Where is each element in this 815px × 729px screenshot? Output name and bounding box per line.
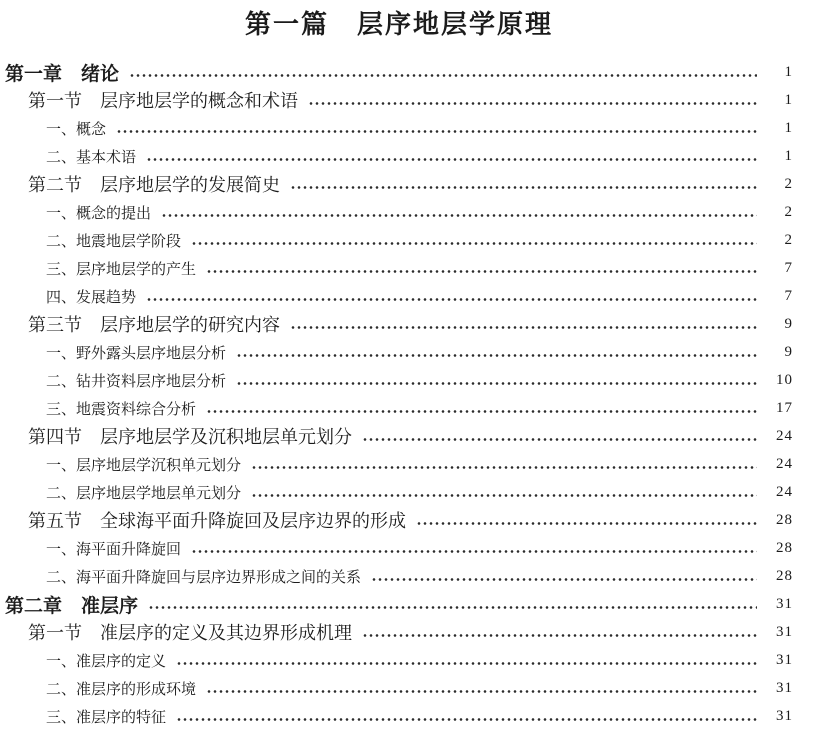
toc-entry-label: 一、概念的提出 bbox=[46, 205, 152, 222]
toc-row-item bbox=[5, 142, 793, 170]
dot-leader bbox=[362, 435, 757, 444]
page-number: 1 bbox=[784, 63, 793, 80]
toc-entry-label: 二、钻井资料层序地层分析 bbox=[46, 373, 227, 390]
toc-row-item bbox=[5, 646, 793, 674]
toc-entry-label: 二、基本术语 bbox=[46, 149, 137, 166]
page-number: 24 bbox=[776, 427, 793, 444]
toc-entry-label: 二、地震地层学阶段 bbox=[46, 233, 182, 250]
toc-row-item bbox=[5, 254, 793, 282]
page-number: 31 bbox=[776, 623, 793, 640]
toc-row-item bbox=[5, 702, 793, 729]
toc-row-item bbox=[5, 198, 793, 226]
page-number: 2 bbox=[784, 175, 793, 192]
toc-entry-label: 二、层序地层学地层单元划分 bbox=[46, 485, 242, 502]
toc-row-chapter bbox=[5, 590, 793, 618]
toc-row-section bbox=[5, 310, 793, 338]
toc-row-item bbox=[5, 674, 793, 702]
toc-row-item bbox=[5, 282, 793, 310]
toc-row-section bbox=[5, 506, 793, 534]
dot-leader bbox=[206, 407, 757, 416]
toc-row-section bbox=[5, 422, 793, 450]
page-number: 9 bbox=[784, 315, 793, 332]
toc-row-item bbox=[5, 450, 793, 478]
toc-row-item bbox=[5, 394, 793, 422]
dot-leader bbox=[416, 519, 757, 528]
dot-leader bbox=[176, 659, 757, 668]
toc-row-item bbox=[5, 534, 793, 562]
toc-entry-label: 二、准层序的形成环境 bbox=[46, 681, 197, 698]
page-number: 31 bbox=[776, 595, 793, 612]
page-number: 1 bbox=[784, 147, 793, 164]
page-number: 2 bbox=[784, 231, 793, 248]
toc-entry-label: 四、发展趋势 bbox=[46, 289, 137, 306]
toc-row-item bbox=[5, 338, 793, 366]
page-number: 24 bbox=[776, 483, 793, 500]
page-number: 10 bbox=[776, 371, 793, 388]
dot-leader bbox=[191, 547, 757, 556]
page-number: 24 bbox=[776, 455, 793, 472]
page-number: 7 bbox=[784, 287, 793, 304]
toc-entry-label: 第一节 层序地层学的概念和术语 bbox=[28, 91, 298, 111]
dot-leader bbox=[161, 211, 757, 220]
page-number: 1 bbox=[784, 119, 793, 136]
toc-row-section bbox=[5, 86, 793, 114]
dot-leader bbox=[308, 99, 757, 108]
dot-leader bbox=[191, 239, 757, 248]
toc-entry-label: 二、海平面升降旋回与层序边界形成之间的关系 bbox=[46, 569, 362, 586]
toc-entry-label: 第五节 全球海平面升降旋回及层序边界的形成 bbox=[28, 511, 406, 531]
toc-entry-label: 一、准层序的定义 bbox=[46, 653, 167, 670]
dot-leader bbox=[290, 183, 757, 192]
dot-leader bbox=[116, 127, 757, 136]
toc-row-item bbox=[5, 114, 793, 142]
dot-leader bbox=[362, 631, 757, 640]
page-number: 31 bbox=[776, 679, 793, 696]
dot-leader bbox=[371, 575, 757, 584]
page-number: 28 bbox=[776, 511, 793, 528]
toc-entry-label: 第二章 准层序 bbox=[5, 595, 139, 617]
dot-leader bbox=[146, 155, 757, 164]
toc-entry-label: 第一章 绪论 bbox=[5, 63, 120, 85]
dot-leader bbox=[206, 687, 757, 696]
page-number: 28 bbox=[776, 539, 793, 556]
toc-entry-label: 一、层序地层学沉积单元划分 bbox=[46, 457, 242, 474]
page-title: 第一篇 层序地层学原理 bbox=[244, 9, 553, 39]
toc-entry-label: 三、地震资料综合分析 bbox=[46, 401, 197, 418]
toc-row-item bbox=[5, 478, 793, 506]
toc-entry-label: 第四节 层序地层学及沉积地层单元划分 bbox=[28, 427, 352, 447]
page-number: 31 bbox=[776, 651, 793, 668]
toc-row-item bbox=[5, 226, 793, 254]
toc-row-section bbox=[5, 618, 793, 646]
dot-leader bbox=[236, 379, 757, 388]
page-number: 2 bbox=[784, 203, 793, 220]
toc-list bbox=[5, 58, 793, 729]
page-number: 7 bbox=[784, 259, 793, 276]
dot-leader bbox=[146, 295, 757, 304]
toc-row-item bbox=[5, 562, 793, 590]
page-number: 28 bbox=[776, 567, 793, 584]
dot-leader bbox=[251, 463, 757, 472]
toc-entry-label: 第三节 层序地层学的研究内容 bbox=[28, 315, 280, 335]
dot-leader bbox=[148, 603, 757, 612]
toc-entry-label: 第二节 层序地层学的发展简史 bbox=[28, 175, 280, 195]
toc-entry-label: 一、野外露头层序地层分析 bbox=[46, 345, 227, 362]
dot-leader bbox=[290, 323, 757, 332]
dot-leader bbox=[236, 351, 757, 360]
page-number: 31 bbox=[776, 707, 793, 724]
dot-leader bbox=[251, 491, 757, 500]
toc-row-chapter bbox=[5, 58, 793, 86]
dot-leader bbox=[206, 267, 757, 276]
toc-row-item bbox=[5, 366, 793, 394]
page-number: 9 bbox=[784, 343, 793, 360]
dot-leader bbox=[129, 71, 757, 80]
page-number: 1 bbox=[784, 91, 793, 108]
page-number: 17 bbox=[776, 399, 793, 416]
toc-entry-label: 三、准层序的特征 bbox=[46, 709, 167, 726]
dot-leader bbox=[176, 715, 757, 724]
toc-entry-label: 第一节 准层序的定义及其边界形成机理 bbox=[28, 623, 352, 643]
toc-row-section bbox=[5, 170, 793, 198]
toc-entry-label: 一、海平面升降旋回 bbox=[46, 541, 182, 558]
toc-entry-label: 三、层序地层学的产生 bbox=[46, 261, 197, 278]
toc-entry-label: 一、概念 bbox=[46, 121, 107, 138]
